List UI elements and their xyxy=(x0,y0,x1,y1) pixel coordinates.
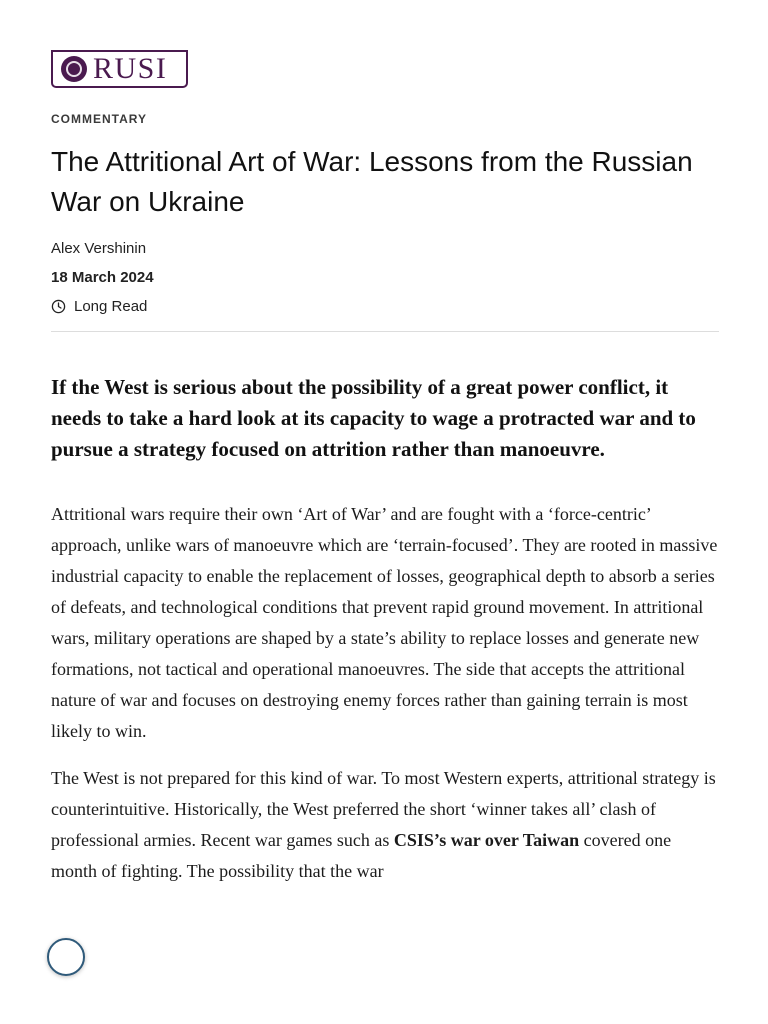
article-title: The Attritional Art of War: Lessons from the Russian War on Ukraine xyxy=(51,146,693,217)
article-page xyxy=(51,50,719,887)
article-date: 18 March 2024 xyxy=(51,269,154,286)
paragraph-1: Attritional wars require their own ‘Art of War’ and are fought with a ‘force-centric’ approach, unlike wars of manoeuvre which are ‘terrain-focused’. They are rooted in massive industrial capacity to enable the replacement of losses, geographical depth to absorb a series of defeats, and technological conditions that prevent rapid ground movement. In attritional wars, military operations are shaped by a state’s ability to replace losses and generate new formations, not tactical and operational manoeuvres. The side that accepts the attritional nature of war and focuses on destroying enemy forces rather than gaining terrain is most likely to win. xyxy=(51,504,718,741)
read-time xyxy=(51,298,719,315)
header-divider xyxy=(51,331,719,332)
article-body xyxy=(51,499,719,887)
article-category[interactable]: COMMENTARY xyxy=(51,112,147,126)
rusi-logo[interactable] xyxy=(51,50,188,88)
csis-taiwan-link[interactable]: CSIS’s war over Taiwan xyxy=(393,830,580,850)
paragraph-2-text-end: covered one month of fighting. The possibility that the war xyxy=(51,830,672,881)
paragraph-2 xyxy=(51,763,719,887)
seal-icon xyxy=(61,56,87,82)
article-lede: If the West is serious about the possibility of a great power conflict, it needs to take a hard look at its capacity to wage a protracted war and to pursue a strategy focused on attrition rather than manoeuvre. xyxy=(51,375,696,461)
clock-icon xyxy=(51,299,66,314)
floating-circle-button[interactable] xyxy=(47,938,85,976)
logo-text: RUSI xyxy=(93,52,168,85)
paragraph-2-text-start: The West is not prepared for this kind of war. To most Western experts, attritional strategy is counterintuitive. Historically, the West preferred the short ‘winner takes all’ clash of professional armies. Recent war games such as xyxy=(51,768,716,850)
article-author[interactable]: Alex Vershinin xyxy=(51,240,147,257)
read-time-label: Long Read xyxy=(74,298,148,315)
